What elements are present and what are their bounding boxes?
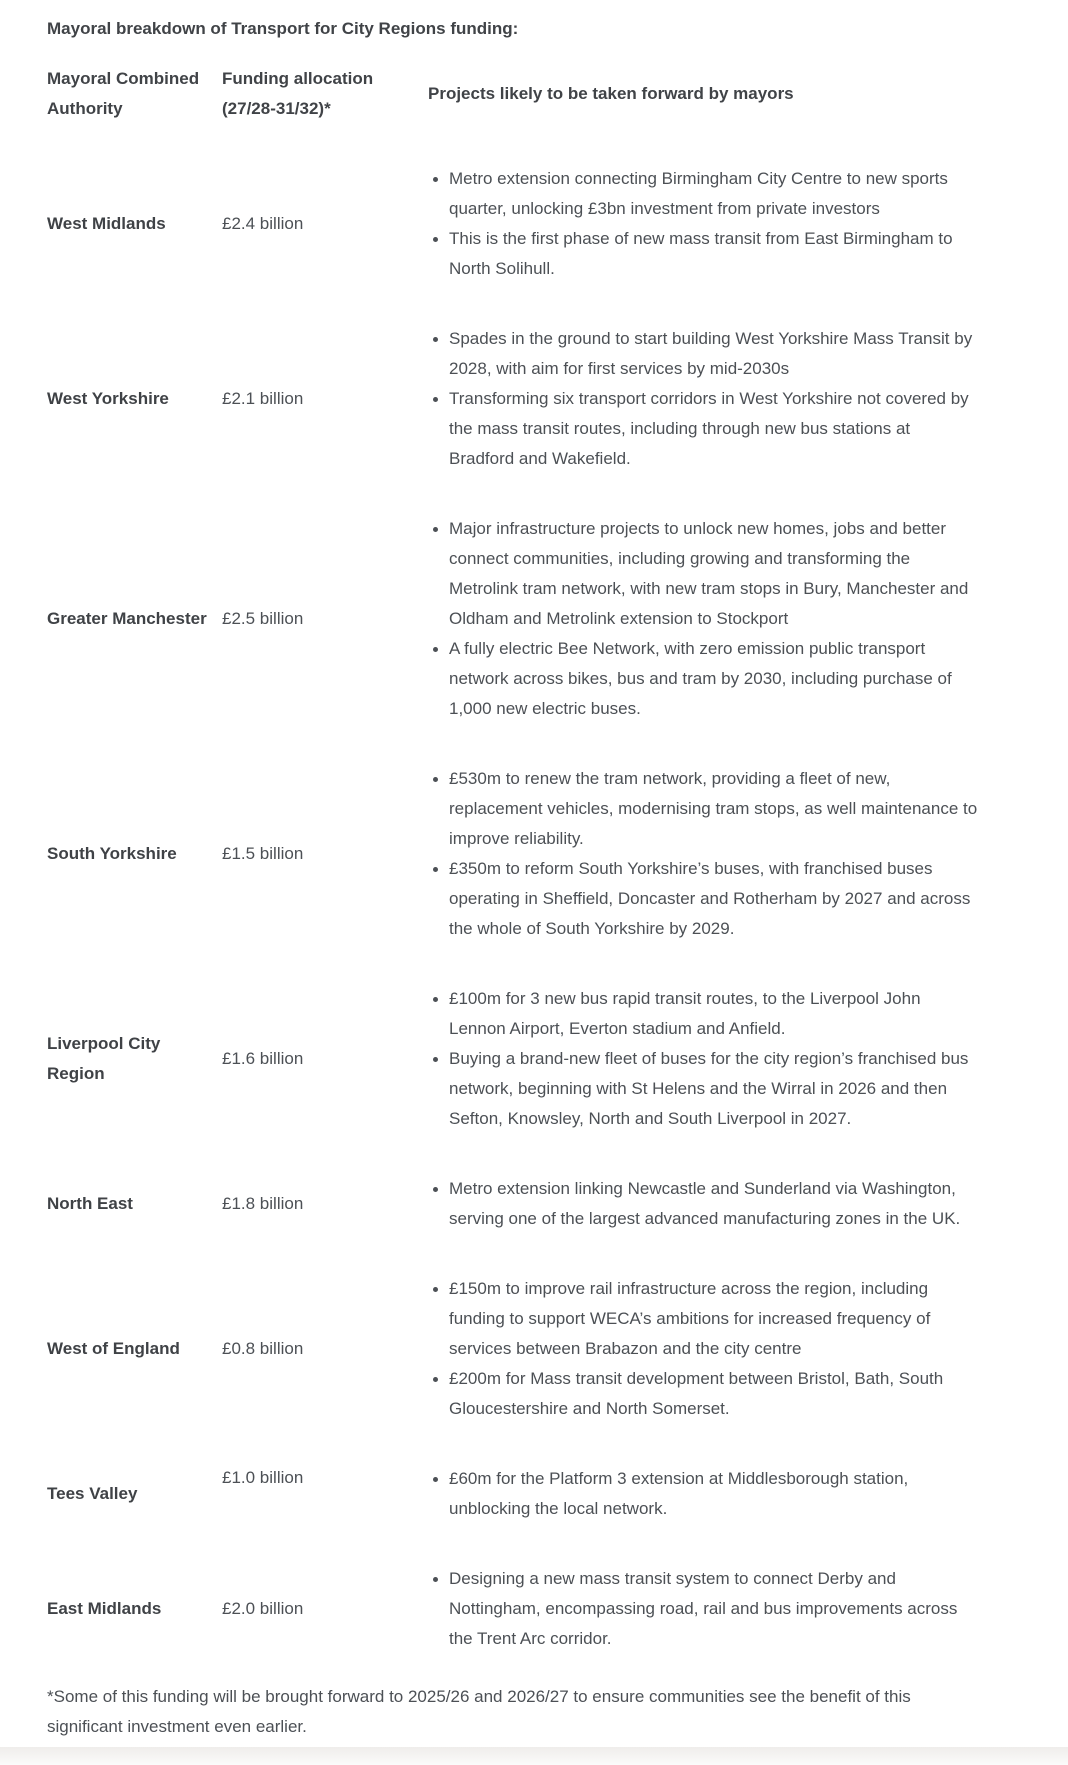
- funding-cell: [222, 1544, 428, 1674]
- funding-value: £2.4 billion: [222, 214, 304, 233]
- table-row: [47, 304, 979, 494]
- projects-cell: [428, 964, 979, 1154]
- project-bullet-item: Designing a new mass transit system to connect Derby and Nottingham, encompassing road, rail and bus improvements across the Trent Arc corridor.: [428, 1564, 979, 1654]
- project-bullet-item: Metro extension linking Newcastle and Sunderland via Washington, serving one of the largest advanced manufacturing zones in the UK.: [428, 1174, 979, 1234]
- project-list: [428, 1274, 979, 1424]
- authority-cell: South Yorkshire: [47, 844, 177, 863]
- table-row: [47, 1544, 979, 1674]
- funding-cell: [222, 1154, 428, 1254]
- authority-cell: Liverpool City Region: [47, 1034, 161, 1083]
- footnote: *Some of this funding will be brought forward to 2025/26 and 2026/27 to ensure communities see the benefit of this significant investment even earlier.: [47, 1687, 911, 1736]
- header-row: [47, 44, 979, 144]
- page-title: Mayoral breakdown of Transport for City Regions funding:: [47, 19, 519, 38]
- projects-cell: [428, 494, 979, 744]
- project-bullet-item: Major infrastructure projects to unlock new homes, jobs and better connect communities, including growing and transforming the Metrolink tram network, with new tram stops in Bury, Manchester and Oldham and Metrolink extension to Stockport: [428, 514, 979, 634]
- funding-cell: [222, 1254, 428, 1444]
- projects-cell: [428, 1444, 979, 1544]
- project-list: [428, 514, 979, 724]
- project-bullet-item: £530m to renew the tram network, providing a fleet of new, replacement vehicles, modernising tram stops, as well maintenance to improve reliability.: [428, 764, 979, 854]
- authority-cell: West Yorkshire: [47, 389, 169, 408]
- authority-cell: East Midlands: [47, 1599, 162, 1618]
- funding-cell: [222, 144, 428, 304]
- table-row: [47, 144, 979, 304]
- funding-cell: [222, 494, 428, 744]
- table-row: [47, 964, 979, 1154]
- project-bullet-item: £150m to improve rail infrastructure across the region, including funding to support WECA’s ambitions for increased frequency of services between Brabazon and the city centre: [428, 1274, 979, 1364]
- funding-cell: [222, 1444, 428, 1544]
- funding-cell: [222, 964, 428, 1154]
- funding-value: £1.0 billion: [222, 1468, 304, 1487]
- project-bullet-item: £60m for the Platform 3 extension at Middlesborough station, unblocking the local network.: [428, 1464, 979, 1524]
- table-row: [47, 1154, 979, 1254]
- table-header: [47, 44, 979, 144]
- authority-cell: North East: [47, 1194, 133, 1213]
- header-funding-allocation: Funding allocation (27/28-31/32)*: [222, 69, 374, 118]
- project-bullet-item: Metro extension connecting Birmingham City Centre to new sports quarter, unlocking £3bn investment from private investors: [428, 164, 979, 224]
- funding-table: [47, 44, 979, 1674]
- authority-cell: Greater Manchester: [47, 609, 207, 628]
- project-list: [428, 764, 979, 944]
- table-body: [47, 144, 979, 1674]
- header-authority: Mayoral Combined Authority: [47, 69, 200, 118]
- projects-cell: [428, 744, 979, 964]
- projects-cell: [428, 304, 979, 494]
- project-list: [428, 984, 979, 1134]
- funding-value: £2.1 billion: [222, 389, 304, 408]
- authority-cell: West of England: [47, 1339, 180, 1358]
- funding-value: £1.8 billion: [222, 1194, 304, 1213]
- project-list: [428, 1174, 979, 1234]
- project-bullet-item: This is the first phase of new mass transit from East Birmingham to North Solihull.: [428, 224, 979, 284]
- projects-cell: [428, 144, 979, 304]
- project-bullet-item: Spades in the ground to start building West Yorkshire Mass Transit by 2028, with aim for first services by mid-2030s: [428, 324, 979, 384]
- project-bullet-item: A fully electric Bee Network, with zero emission public transport network across bikes, bus and tram by 2030, including purchase of 1,000 new electric buses.: [428, 634, 979, 724]
- projects-cell: [428, 1154, 979, 1254]
- project-bullet-item: Transforming six transport corridors in West Yorkshire not covered by the mass transit routes, including through new bus stations at Bradford and Wakefield.: [428, 384, 979, 474]
- projects-cell: [428, 1254, 979, 1444]
- funding-value: £0.8 billion: [222, 1339, 304, 1358]
- projects-cell: [428, 1544, 979, 1674]
- project-list: [428, 324, 979, 474]
- authority-cell: West Midlands: [47, 214, 166, 233]
- project-list: [428, 1564, 979, 1654]
- project-bullet-item: £200m for Mass transit development between Bristol, Bath, South Gloucestershire and North Somerset.: [428, 1364, 979, 1424]
- authority-cell: Tees Valley: [47, 1484, 138, 1503]
- project-list: [428, 164, 979, 284]
- project-list: [428, 1464, 979, 1524]
- table-row: [47, 744, 979, 964]
- funding-value: £1.5 billion: [222, 844, 304, 863]
- header-projects: Projects likely to be taken forward by mayors: [428, 84, 794, 103]
- funding-cell: [222, 744, 428, 964]
- project-bullet-item: £100m for 3 new bus rapid transit routes, to the Liverpool John Lennon Airport, Everton stadium and Anfield.: [428, 984, 979, 1044]
- project-bullet-item: Buying a brand-new fleet of buses for the city region’s franchised bus network, beginning with St Helens and the Wirral in 2026 and then Sefton, Knowsley, North and South Liverpool in 2027.: [428, 1044, 979, 1134]
- table-row: [47, 1254, 979, 1444]
- bottom-section-divider: [0, 1747, 1068, 1765]
- funding-cell: [222, 304, 428, 494]
- table-row: [47, 1444, 979, 1544]
- project-bullet-item: £350m to reform South Yorkshire’s buses, with franchised buses operating in Sheffield, Doncaster and Rotherham by 2027 and across the whole of South Yorkshire by 2029.: [428, 854, 979, 944]
- funding-value: £2.5 billion: [222, 609, 304, 628]
- funding-value: £1.6 billion: [222, 1049, 304, 1068]
- funding-value: £2.0 billion: [222, 1599, 304, 1618]
- table-row: [47, 494, 979, 744]
